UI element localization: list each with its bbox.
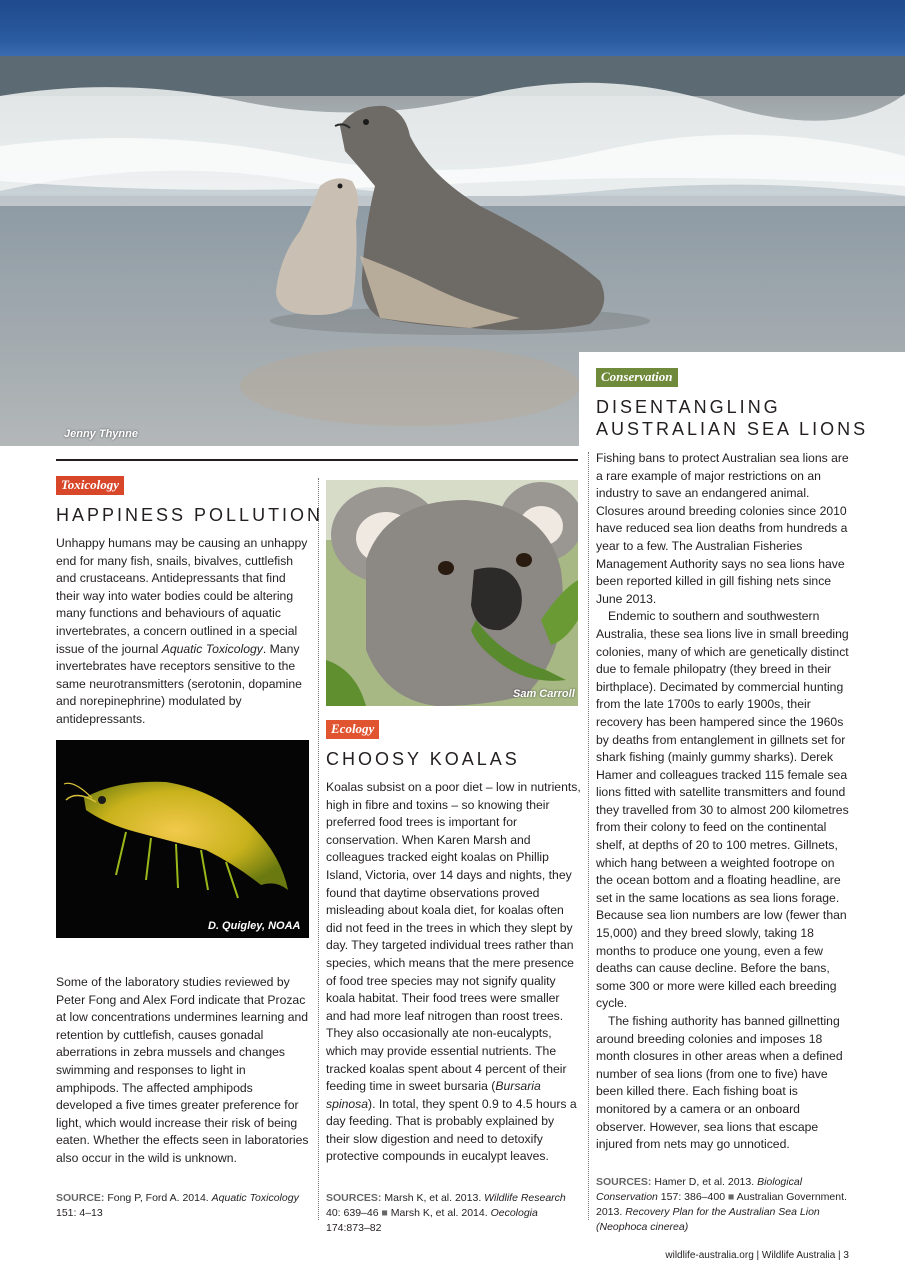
toxicology-source-label: SOURCE: — [56, 1192, 105, 1204]
conservation-para3: The fishing authority has banned gillnetting around breeding colonies and imposes 18 month closures in other areas when a defined number of sea lions (from one to five) have been killed there. Each fishing boat is monitored by a camera or an onboard observer. However, sea lions that escape injured from nets may go unnoticed. — [596, 1014, 843, 1152]
toxicology-body-1 — [56, 535, 312, 729]
toxicology-source-ref: 151: 4–13 — [56, 1207, 103, 1219]
ecology-headline: CHOOSY KOALAS — [326, 749, 520, 769]
conservation-source-a: Hamer D, et al. 2013. — [654, 1176, 755, 1188]
conservation-para2: Endemic to southern and southwestern Australia, these sea lions live in small breeding colonies, many of which are genetically distinct due to female philopatry (they breed in their birthplace). Decimated by commercial hunting from the late 1700s to early 1900s, their recovery has been hampered since the 1960s by deaths from entanglement in gillnets set for shark fishing (mainly gummy sharks). Derek Hamer and colleagues tracked 115 female sea lions fitted with satellite transmitters and found they travelled from 30 to almost 200 kilometres from their colony to feed on the continental shelf, at depths of 20 to 100 metres. Gillnets, which hang between a weighted footrope on the ocean bottom and a floating headline, are set in the same locations as sea lions forage. Because sea lion numbers are low (fewer than 15,000) and they breed slowly, taking 18 months to produce one young, even a few deaths can cause decline. Before the bans, some 300 or more were killed each breeding cycle. — [596, 609, 849, 1011]
ecology-source-label: SOURCES: — [326, 1192, 382, 1204]
section-rule — [56, 459, 578, 461]
amphipod-photo-credit: D. Quigley, NOAA — [208, 920, 301, 932]
ecology-para1-b: ). In total, they spent 0.9 to 4.5 hours a day feeding. That is probably explained by their slow digestion and need to detoxify protective compounds in eucalypt leaves. — [326, 1096, 577, 1164]
conservation-source-a-journal: Biological Conservation — [596, 1176, 803, 1203]
koala-photo-credit: Sam Carroll — [513, 688, 575, 700]
toxicology-body-2 — [56, 974, 312, 1168]
ecology-source-b-journal: Oecologia — [490, 1207, 538, 1219]
koala-icon — [326, 480, 578, 706]
ecology-source-a: Marsh K, et al. 2013. — [384, 1192, 482, 1204]
hero-photo-credit: Jenny Thynne — [64, 428, 138, 440]
page-footer: wildlife-australia.org | Wildlife Australia | 3 — [665, 1250, 849, 1261]
toxicology-source-text: Fong P, Ford A. 2014. — [107, 1192, 209, 1204]
conservation-headline-line2: AUSTRALIAN SEA LIONS — [596, 419, 869, 439]
conservation-source — [596, 1175, 852, 1235]
column-divider-left — [318, 478, 319, 1220]
koala-photo — [326, 480, 578, 706]
conservation-source-a-ref: 157: 386–400 — [660, 1191, 726, 1203]
conservation-source-separator: ■ — [727, 1191, 735, 1203]
ecology-para1-species: Bursaria spinosa — [326, 1079, 541, 1111]
toxicology-para1-b: . Many invertebrates have receptors sensitive to the same neurotransmitters (serotonin, dopamine and norepinephrine) modulated by antidepressants. — [56, 641, 302, 726]
conservation-headline-line1: DISENTANGLING — [596, 397, 781, 417]
toxicology-source — [56, 1191, 312, 1221]
toxicology-source-journal: Aquatic Toxicology — [211, 1192, 299, 1204]
toxicology-headline: HAPPINESS POLLUTION — [56, 505, 324, 525]
column-divider-right — [588, 452, 589, 1220]
ecology-source-a-journal: Wildlife Research — [484, 1192, 566, 1204]
ecology-source-separator: ■ — [381, 1207, 388, 1219]
conservation-tag: Conservation — [596, 368, 678, 387]
conservation-source-b-title: Recovery Plan for the Australian Sea Lion (Neophoca cinerea) — [596, 1206, 820, 1233]
ecology-source — [326, 1191, 581, 1236]
toxicology-para2: Some of the laboratory studies reviewed by Peter Fong and Alex Ford indicate that Prozac at low concentrations undermines learning and retention by cuttlefish, causes gonadal aberrations in zebra mussels and changes swimming and responses to light in amphipods. The affected amphipods developed a five times greater preference for light, which would increase their risk of being eaten. Whether the effects seen in laboratories also occur in the wild is unknown. — [56, 975, 309, 1165]
ecology-source-a-ref: 40: 639–46 — [326, 1207, 379, 1219]
ecology-body — [326, 779, 581, 1166]
toxicology-para1-journal: Aquatic Toxicology — [161, 641, 263, 656]
amphipod-icon — [56, 740, 309, 938]
amphipod-photo — [56, 740, 309, 938]
toxicology-para1-a: Unhappy humans may be causing an unhappy end for many fish, snails, bivalves, cuttlefish and crustaceans. Antidepressants that find their way into water bodies could be altering many functions and behaviours of aquatic invertebrates, a concern outlined in a special issue of the journal — [56, 536, 308, 656]
ecology-para1-a: Koalas subsist on a poor diet – low in nutrients, high in fibre and toxins – so knowing their preferred food trees is important for conservation. When Karen Marsh and colleagues tracked eight koalas on Phillip Island, Victoria, over 14 days and nights, they found that daytime observations proved misleading about koala diet, for koalas often did not feed in the trees in which they slept by day. They targeted individual trees rather than species, which means that the mere presence of food tree species may not signify quality koala habitat. Their food trees were smaller and had more leaf nitrogen than roost trees. They also occasionally ate non-eucalypts, which may provide essential nutrients. The tracked koalas spent about 4 percent of their feeding time in sweet bursaria ( — [326, 780, 581, 1094]
conservation-headline — [596, 396, 868, 440]
toxicology-tag: Toxicology — [56, 476, 124, 495]
ecology-source-b-ref: 174:873–82 — [326, 1222, 382, 1234]
conservation-para1: Fishing bans to protect Australian sea lions are a rare example of major restrictions on an industry to save an endangered animal. Closures around breeding colonies since 2010 have reduced sea lion deaths from hundreds a year to a few. The Australian Fisheries Management Authority says no sea lions have been reported killed in gill fishing nets since June 2013. — [596, 451, 849, 606]
conservation-body — [596, 450, 852, 1154]
conservation-source-b: Australian Government. 2013. — [596, 1191, 847, 1218]
conservation-source-label: SOURCES: — [596, 1176, 652, 1188]
top-color-band — [0, 0, 905, 56]
ecology-source-b: Marsh K, et al. 2014. — [390, 1207, 488, 1219]
ecology-tag: Ecology — [326, 720, 379, 739]
